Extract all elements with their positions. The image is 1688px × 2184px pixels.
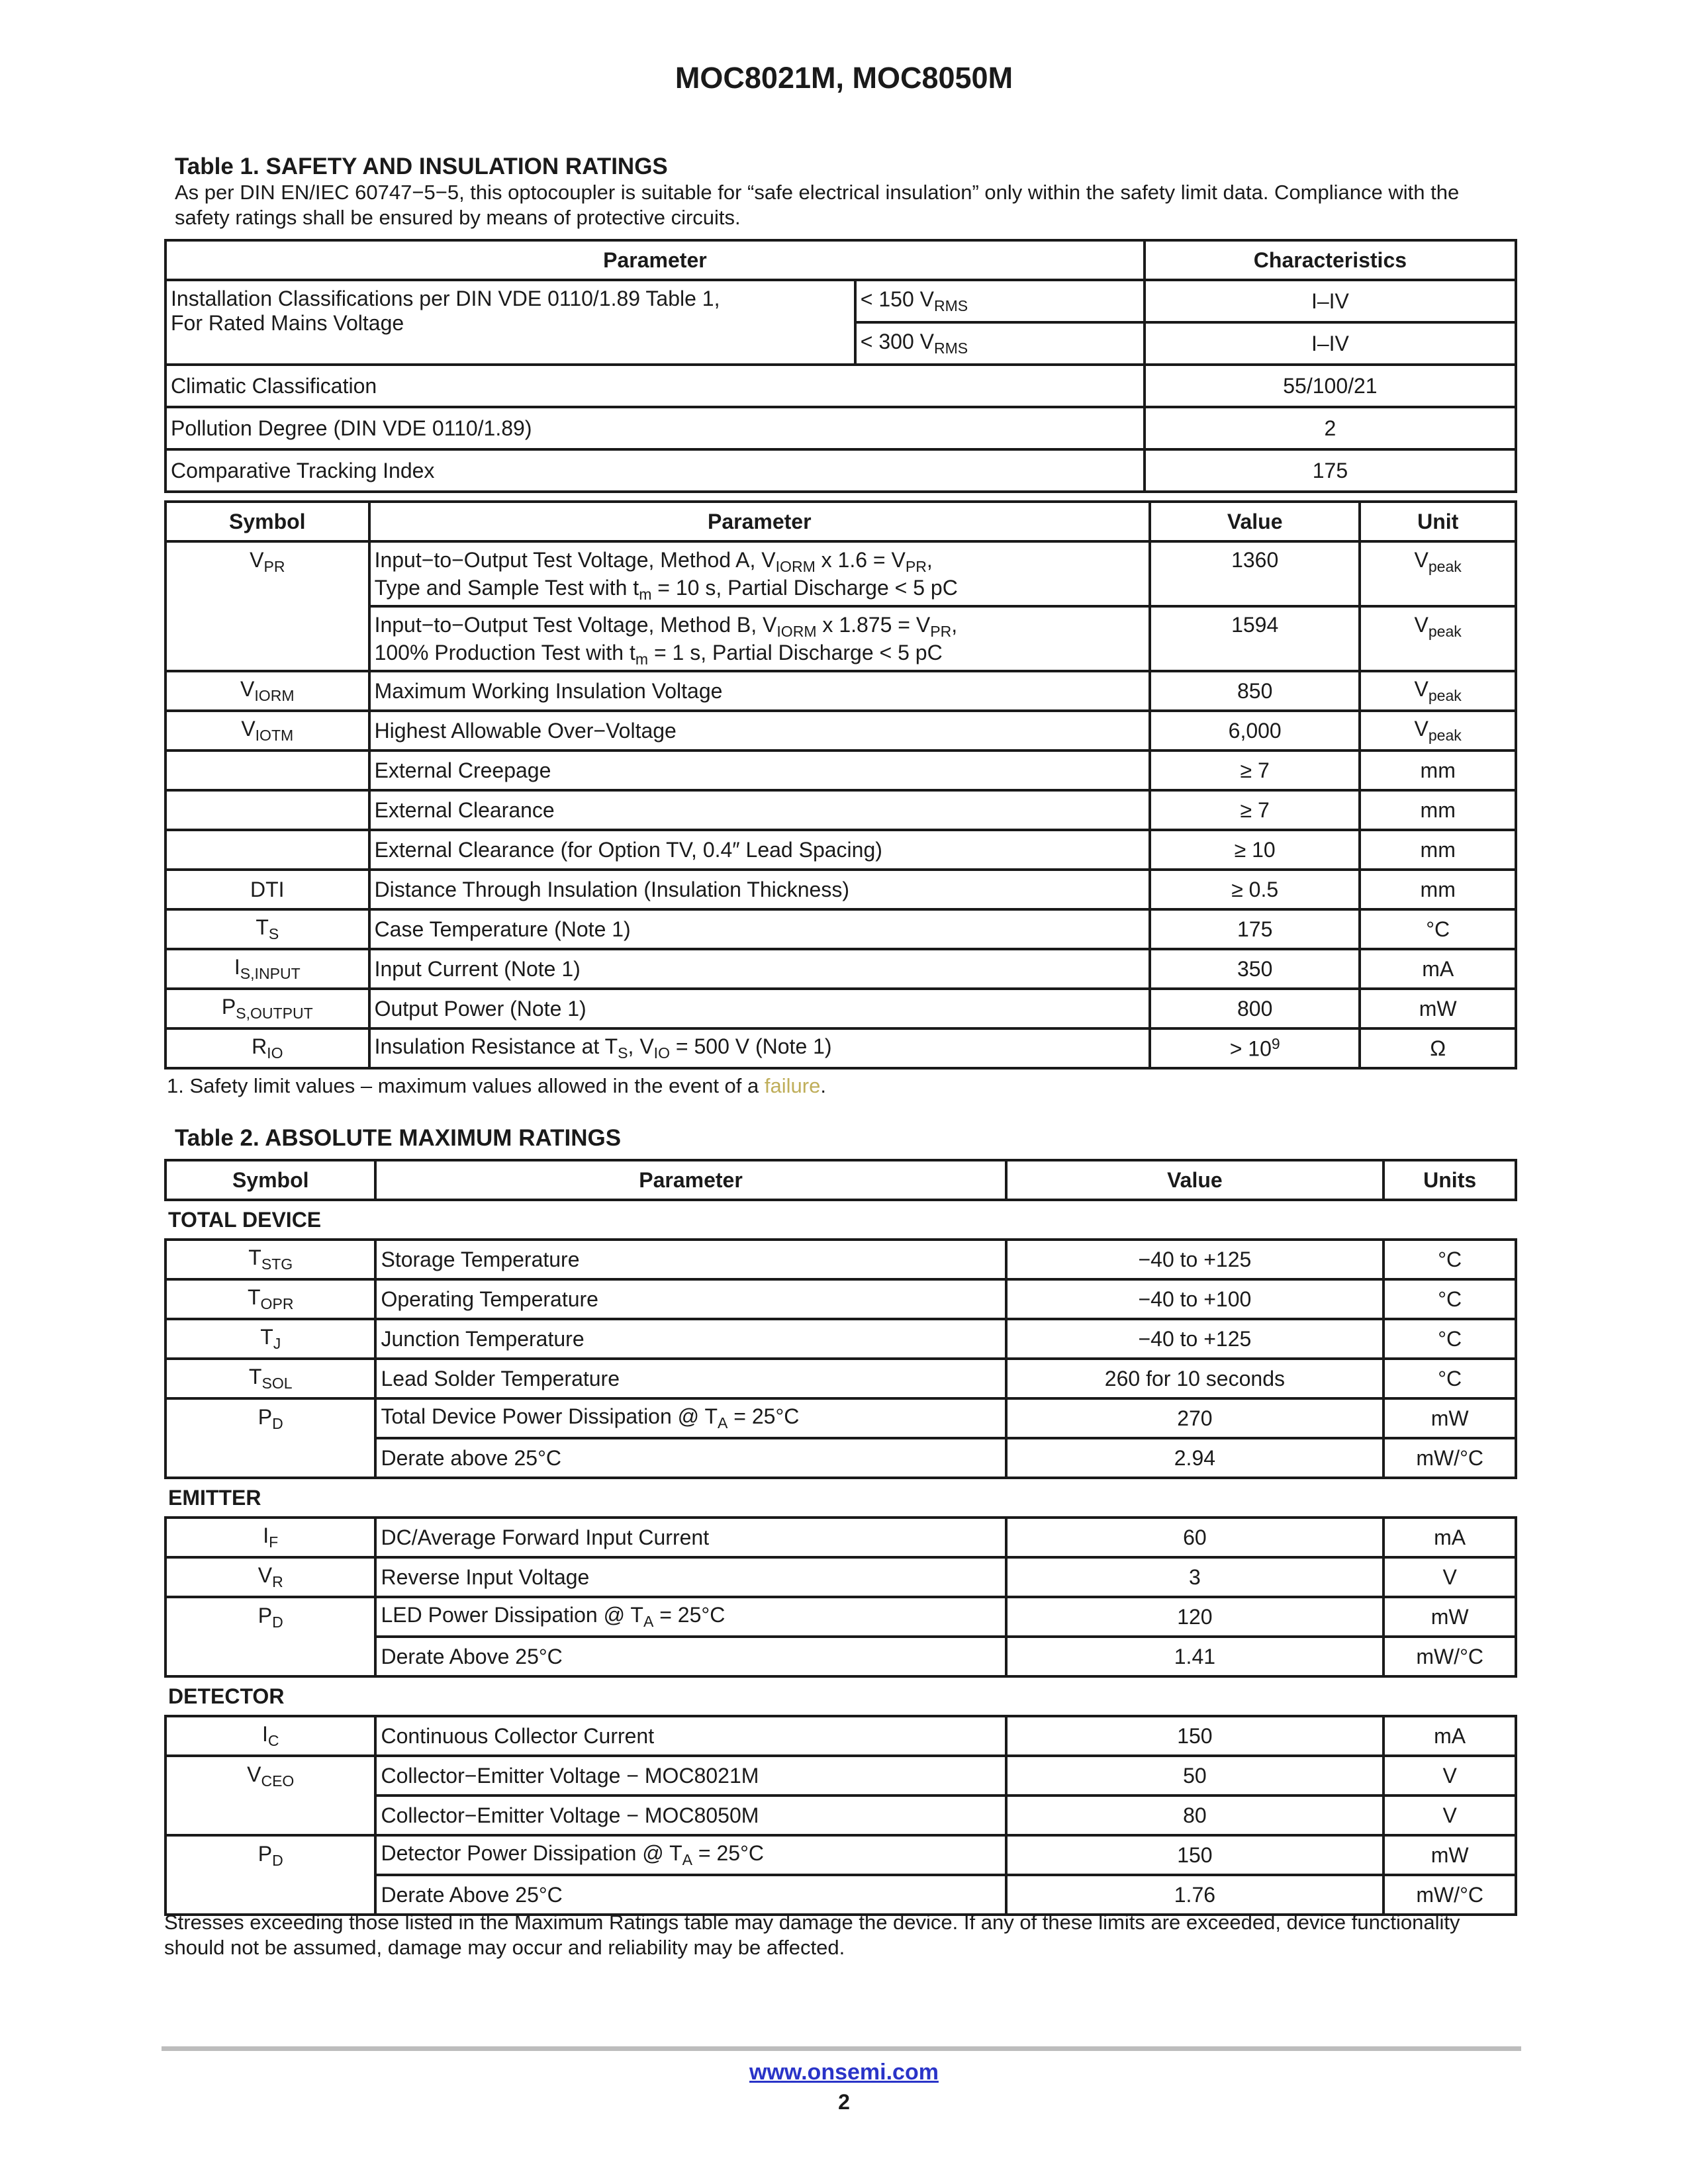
param-cell (375, 1597, 1006, 1637)
value-cell: 850 (1150, 671, 1360, 711)
symbol-cell (165, 1028, 369, 1068)
table-row (165, 365, 1516, 407)
param-cell: Reverse Input Voltage (375, 1557, 1006, 1597)
symbol-cell (165, 1279, 375, 1319)
text: V (258, 1563, 273, 1588)
symbol-cell (165, 671, 369, 711)
text: Total Device Power Dissipation @ T (381, 1404, 718, 1429)
unit-cell: mW (1360, 989, 1516, 1028)
value-cell: 1594 (1150, 606, 1360, 671)
symbol-cell (165, 711, 369, 751)
symbol-cell (165, 1597, 375, 1676)
param-cell: Collector−Emitter Voltage − MOC8021M (375, 1756, 1006, 1796)
symbol-cell (165, 751, 369, 790)
text: V (1414, 677, 1429, 702)
text: T (248, 1365, 262, 1389)
unit-cell (1360, 606, 1516, 671)
subscript: IOTM (255, 726, 294, 744)
value-cell: I–IV (1145, 280, 1516, 322)
unit-cell: mm (1360, 751, 1516, 790)
symbol-cell (165, 989, 369, 1028)
unit-cell (1360, 541, 1516, 606)
param-cell: Collector−Emitter Voltage − MOC8050M (375, 1796, 1006, 1835)
param-cell: Junction Temperature (375, 1319, 1006, 1359)
value-cell: ≥ 10 (1150, 830, 1360, 870)
page-number: 2 (838, 2090, 850, 2114)
param-cell: Comparative Tracking Index (165, 449, 1145, 492)
text: > 10 (1229, 1036, 1272, 1061)
table-row (165, 1597, 1516, 1637)
table-row (165, 790, 1516, 830)
value-cell: ≥ 7 (1150, 751, 1360, 790)
subscript: A (643, 1612, 654, 1630)
superscript: 9 (1271, 1035, 1280, 1053)
column-header: Unit (1360, 502, 1516, 541)
unit-cell: mW (1383, 1597, 1516, 1637)
symbol-cell (165, 1240, 375, 1279)
text: 100% Production Test with t (374, 640, 635, 664)
subscript: peak (1428, 686, 1462, 704)
text: x 1.875 = V (816, 613, 931, 637)
text: Detector Power Dissipation @ T (381, 1841, 682, 1866)
param-cell: DC/Average Forward Input Current (375, 1518, 1006, 1557)
param-cell: External Creepage (369, 751, 1150, 790)
text: failure (764, 1074, 821, 1097)
subscript: m (639, 585, 652, 603)
value-cell: 50 (1006, 1756, 1384, 1796)
install-class-label (165, 280, 855, 365)
table-header-row (165, 1160, 1516, 1200)
text: LED Power Dissipation @ T (381, 1603, 643, 1627)
param-cell: Highest Allowable Over−Voltage (369, 711, 1150, 751)
column-header: Value (1150, 502, 1360, 541)
column-header: Symbol (165, 1160, 375, 1200)
unit-cell: Ω (1360, 1028, 1516, 1068)
subscript: RMS (933, 339, 968, 357)
symbol-cell (165, 1716, 375, 1756)
column-header: Value (1006, 1160, 1384, 1200)
subscript: A (682, 1850, 693, 1868)
symbol-cell (165, 830, 369, 870)
value-cell: 150 (1006, 1716, 1384, 1756)
unit-cell (1360, 671, 1516, 711)
value-cell: 120 (1006, 1597, 1384, 1637)
insulation-ratings-table (164, 500, 1517, 1069)
unit-cell: mm (1360, 870, 1516, 909)
text: P (258, 1842, 273, 1866)
symbol-cell (165, 1319, 375, 1359)
table-row (165, 1319, 1516, 1359)
value-cell: −40 to +125 (1006, 1240, 1384, 1279)
subscript: STG (261, 1255, 293, 1273)
unit-cell: V (1383, 1557, 1516, 1597)
text: T (256, 915, 269, 940)
symbol-cell (165, 1835, 375, 1915)
text: , (951, 613, 958, 637)
subscript: S (618, 1044, 628, 1062)
value-cell: ≥ 7 (1150, 790, 1360, 830)
table1-title: Table 1. SAFETY AND INSULATION RATINGS (175, 154, 668, 179)
text: Installation Classifications per DIN VDE 0110/1.89 Table 1, (171, 287, 720, 310)
column-header: Parameter (369, 502, 1150, 541)
table-row (165, 1557, 1516, 1597)
param-cell: Pollution Degree (DIN VDE 0110/1.89) (165, 407, 1145, 449)
text: Insulation Resistance at T (374, 1034, 618, 1059)
subscript: peak (1428, 557, 1462, 575)
unit-cell: mm (1360, 790, 1516, 830)
value-cell: ≥ 0.5 (1150, 870, 1360, 909)
param-cell (369, 606, 1150, 671)
text: = 1 s, Partial Discharge < 5 pC (648, 640, 943, 664)
unit-cell: °C (1383, 1359, 1516, 1398)
text: V (241, 717, 256, 741)
table-row (165, 541, 1516, 606)
subscript: IO (653, 1044, 670, 1062)
text: , V (628, 1034, 654, 1059)
param-cell: Input Current (Note 1) (369, 949, 1150, 989)
subscript: S,INPUT (240, 964, 301, 982)
text: For Rated Mains Voltage (171, 311, 404, 335)
text: < 150 V (860, 287, 934, 312)
column-header: Units (1383, 1160, 1516, 1200)
text: = 25°C (692, 1841, 764, 1866)
value-cell: 2 (1145, 407, 1516, 449)
text: Input−to−Output Test Voltage, Method A, V (374, 548, 776, 572)
section-row (165, 1200, 1516, 1240)
subscript: IO (267, 1044, 283, 1062)
text: V (1414, 717, 1429, 741)
text: = 10 s, Partial Discharge < 5 pC (651, 575, 958, 600)
unit-cell (1360, 711, 1516, 751)
table-row (165, 949, 1516, 989)
value-cell: 1.76 (1006, 1875, 1384, 1915)
symbol-cell (165, 790, 369, 830)
column-header: Symbol (165, 502, 369, 541)
text: P (258, 1604, 273, 1627)
footer-divider (162, 2046, 1521, 2051)
voltage-150 (855, 280, 1145, 322)
unit-cell: °C (1383, 1319, 1516, 1359)
table-row (165, 830, 1516, 870)
text: T (248, 1246, 261, 1270)
param-cell: Output Power (Note 1) (369, 989, 1150, 1028)
unit-cell: mW/°C (1383, 1438, 1516, 1478)
safety-parameters-table (164, 239, 1517, 493)
table-row (165, 870, 1516, 909)
symbol-cell (165, 1756, 375, 1835)
param-cell: Storage Temperature (375, 1240, 1006, 1279)
table-row (165, 407, 1516, 449)
unit-cell: V (1383, 1756, 1516, 1796)
value-cell: 175 (1145, 449, 1516, 492)
table-row (165, 1028, 1516, 1068)
voltage-300 (855, 322, 1145, 365)
param-cell: Derate Above 25°C (375, 1637, 1006, 1676)
text: I (234, 955, 240, 979)
value-cell: 55/100/21 (1145, 365, 1516, 407)
symbol-cell (165, 1518, 375, 1557)
param-cell: Operating Temperature (375, 1279, 1006, 1319)
param-cell: Distance Through Insulation (Insulation Thickness) (369, 870, 1150, 909)
subscript: D (272, 1851, 283, 1869)
section-row (165, 1676, 1516, 1716)
param-cell (369, 541, 1150, 606)
subscript: D (272, 1613, 283, 1631)
subscript: R (272, 1572, 283, 1590)
section-label-total-device: TOTAL DEVICE (168, 1207, 322, 1232)
text: R (252, 1034, 267, 1059)
subscript: J (273, 1334, 281, 1352)
column-header: Parameter (375, 1160, 1006, 1200)
param-cell: Derate above 25°C (375, 1438, 1006, 1478)
text: P (258, 1405, 273, 1429)
absolute-max-ratings-table (164, 1159, 1517, 1916)
table-row (165, 280, 1516, 322)
text: P (221, 995, 236, 1019)
param-cell: External Clearance (for Option TV, 0.4″ Lead Spacing) (369, 830, 1150, 870)
text: V (1414, 548, 1429, 572)
symbol-cell (165, 1359, 375, 1398)
text: < 300 V (860, 330, 934, 354)
text: = 500 V (Note 1) (670, 1034, 832, 1059)
subscript: PR (930, 622, 952, 640)
subscript: S,OUTPUT (236, 1004, 313, 1022)
value-cell: −40 to +100 (1006, 1279, 1384, 1319)
table-row (165, 1756, 1516, 1796)
table-row (165, 989, 1516, 1028)
column-header: Characteristics (1145, 240, 1516, 280)
value-cell: 60 (1006, 1518, 1384, 1557)
subscript: m (635, 650, 649, 668)
param-cell: Case Temperature (Note 1) (369, 909, 1150, 949)
unit-cell: °C (1383, 1240, 1516, 1279)
param-cell: External Clearance (369, 790, 1150, 830)
value-cell (1150, 1028, 1360, 1068)
table-row (165, 1518, 1516, 1557)
subscript: peak (1428, 622, 1462, 640)
param-cell: Continuous Collector Current (375, 1716, 1006, 1756)
text: I (263, 1524, 269, 1548)
unit-cell: °C (1383, 1279, 1516, 1319)
table-row (165, 751, 1516, 790)
subscript: PR (905, 557, 927, 575)
param-cell: Derate Above 25°C (375, 1875, 1006, 1915)
symbol-cell: DTI (165, 870, 369, 909)
table-row (165, 1240, 1516, 1279)
table-row (165, 1716, 1516, 1756)
value-cell: 150 (1006, 1835, 1384, 1875)
param-cell: Climatic Classification (165, 365, 1145, 407)
text: . (820, 1074, 826, 1097)
text: Input−to−Output Test Voltage, Method B, V (374, 613, 777, 637)
unit-cell: mW/°C (1383, 1875, 1516, 1915)
unit-cell: °C (1360, 909, 1516, 949)
value-cell: 175 (1150, 909, 1360, 949)
text: T (248, 1285, 261, 1310)
text: x 1.6 = V (815, 548, 906, 572)
value-cell: 3 (1006, 1557, 1384, 1597)
table1-intro: As per DIN EN/IEC 60747−5−5, this optocoupler is suitable for “safe electrical insulation” only within the safety limit data. Compliance with the safety ratings shall be ensured by means of protective circuits. (175, 181, 1460, 229)
text: V (250, 548, 264, 572)
subscript: D (272, 1414, 283, 1432)
subscript: F (269, 1533, 279, 1551)
param-cell: Maximum Working Insulation Voltage (369, 671, 1150, 711)
section-label-detector: DETECTOR (168, 1684, 285, 1708)
table-row (165, 1359, 1516, 1398)
text: V (240, 677, 255, 702)
symbol-cell (165, 541, 369, 671)
value-cell: I–IV (1145, 322, 1516, 365)
column-header: Parameter (165, 240, 1145, 280)
subscript: OPR (260, 1295, 294, 1312)
value-cell: 2.94 (1006, 1438, 1384, 1478)
section-label-emitter: EMITTER (168, 1485, 261, 1510)
table-header-row (165, 502, 1516, 541)
unit-cell: mA (1360, 949, 1516, 989)
table-row (165, 711, 1516, 751)
text: = 25°C (727, 1404, 800, 1429)
subscript: C (267, 1731, 279, 1749)
table-row (165, 1279, 1516, 1319)
subscript: PR (263, 557, 285, 575)
value-cell: 350 (1150, 949, 1360, 989)
unit-cell: V (1383, 1796, 1516, 1835)
subscript: A (718, 1414, 728, 1432)
text: T (260, 1325, 273, 1349)
table-row (165, 671, 1516, 711)
text: V (1414, 613, 1429, 637)
value-cell: −40 to +125 (1006, 1319, 1384, 1359)
table-row (165, 1398, 1516, 1438)
value-cell: 80 (1006, 1796, 1384, 1835)
param-cell (375, 1835, 1006, 1875)
text: V (247, 1762, 261, 1786)
unit-cell: mA (1383, 1518, 1516, 1557)
table-header-row (165, 240, 1516, 280)
param-cell (375, 1398, 1006, 1438)
subscript: CEO (261, 1772, 295, 1790)
website-link[interactable]: www.onsemi.com (749, 2060, 939, 2085)
subscript: IORM (254, 686, 295, 704)
text: = 25°C (653, 1603, 726, 1627)
unit-cell: mm (1360, 830, 1516, 870)
value-cell: 6,000 (1150, 711, 1360, 751)
unit-cell: mW (1383, 1835, 1516, 1875)
subscript: S (268, 925, 279, 942)
subscript: SOL (261, 1374, 293, 1392)
subscript: IORM (776, 622, 817, 640)
table1-footnote (167, 1073, 826, 1099)
value-cell: 260 for 10 seconds (1006, 1359, 1384, 1398)
subscript: peak (1428, 726, 1462, 744)
unit-cell: mA (1383, 1716, 1516, 1756)
page-title: MOC8021M, MOC8050M (675, 61, 1013, 95)
stress-note: Stresses exceeding those listed in the Maximum Ratings table may damage the device. If any of these limits are exceeded, device functionality should not be assumed, damage may occur and reliability may be affected. (164, 1911, 1460, 1959)
value-cell: 1.41 (1006, 1637, 1384, 1676)
subscript: IORM (775, 557, 816, 575)
symbol-cell (165, 1557, 375, 1597)
text: , (926, 548, 933, 572)
value-cell: 270 (1006, 1398, 1384, 1438)
table2-title: Table 2. ABSOLUTE MAXIMUM RATINGS (175, 1125, 622, 1151)
unit-cell: mW (1383, 1398, 1516, 1438)
subscript: RMS (933, 296, 968, 314)
table-row (165, 449, 1516, 492)
param-cell: Lead Solder Temperature (375, 1359, 1006, 1398)
table-row (165, 1835, 1516, 1875)
symbol-cell (165, 949, 369, 989)
symbol-cell (165, 909, 369, 949)
param-cell (369, 1028, 1150, 1068)
value-cell: 800 (1150, 989, 1360, 1028)
text: Type and Sample Test with t (374, 575, 639, 600)
text: 1. Safety limit values – maximum values allowed in the event of a (167, 1074, 765, 1097)
section-row (165, 1478, 1516, 1518)
value-cell: 1360 (1150, 541, 1360, 606)
symbol-cell (165, 1398, 375, 1478)
table-row (165, 909, 1516, 949)
unit-cell: mW/°C (1383, 1637, 1516, 1676)
text: I (261, 1722, 268, 1747)
